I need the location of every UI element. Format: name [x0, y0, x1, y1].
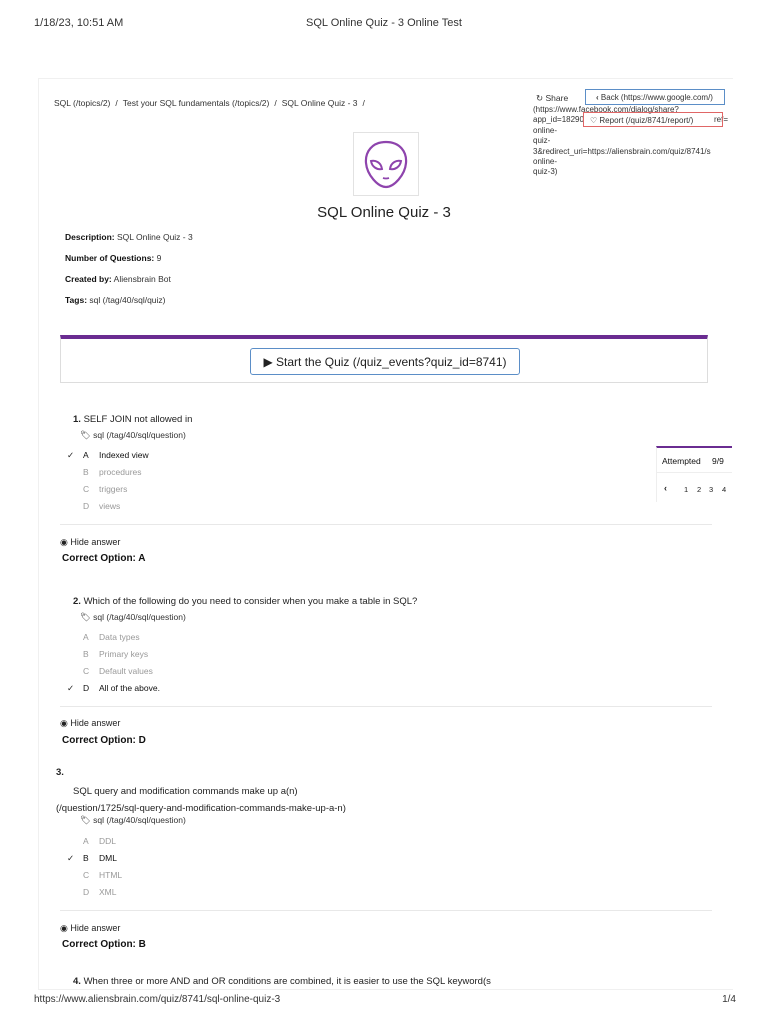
correct-option: Correct Option: A — [62, 553, 146, 564]
option-text: Indexed view — [99, 450, 149, 460]
attempted-value: 9/9 — [712, 456, 724, 466]
share-url-line: quiz- — [533, 136, 551, 146]
share-url-line: quiz-3) — [533, 167, 558, 177]
divider — [60, 524, 712, 525]
question-link[interactable]: (/question/1725/sql-query-and-modification-commands-make-up-a-n) — [56, 803, 346, 814]
hide-answer-toggle[interactable] — [60, 718, 120, 729]
hide-answer-label: Hide answer — [70, 923, 121, 933]
meta-description — [65, 232, 193, 242]
share-icon: ↻ — [536, 93, 544, 103]
share-link[interactable] — [536, 93, 568, 104]
check-icon: ✓ — [67, 853, 75, 863]
question-tag[interactable] — [80, 612, 186, 623]
question-title — [73, 414, 192, 425]
question-tag-label: sql (/tag/40/sql/question) — [93, 430, 186, 440]
option-text: triggers — [99, 484, 128, 494]
question-tag[interactable] — [80, 430, 186, 441]
print-title: SQL Online Quiz - 3 Online Test — [306, 17, 462, 29]
question-number-label: 3. — [56, 767, 64, 778]
option-text: DDL — [99, 836, 117, 846]
report-button-label: Report (/quiz/8741/report/) — [599, 116, 694, 125]
quiz-title: SQL Online Quiz - 3 — [317, 204, 451, 221]
meta-label: Tags: — [65, 295, 88, 305]
divider — [657, 472, 732, 473]
breadcrumb-item-sql[interactable]: SQL (/topics/2) — [54, 98, 111, 108]
option-d[interactable] — [67, 683, 267, 695]
divider — [60, 706, 712, 707]
option-letter: A — [83, 450, 89, 460]
question-text: SELF JOIN not allowed in — [83, 414, 193, 425]
breadcrumb-item-fundamentals[interactable]: Test your SQL fundamentals (/topics/2) — [122, 98, 270, 108]
back-button-label: Back (https://www.google.com/) — [600, 93, 713, 102]
hide-answer-label: Hide answer — [70, 537, 121, 547]
option-b[interactable] — [67, 467, 267, 479]
pager-prev-icon[interactable]: ‹ — [664, 483, 667, 493]
start-quiz-button[interactable] — [250, 348, 520, 375]
option-letter: B — [83, 853, 89, 863]
share-label: Share — [545, 93, 569, 103]
share-url-tail: ref= — [714, 115, 729, 124]
meta-label: Description: — [65, 232, 115, 242]
eye-slash-icon: ◉ — [60, 923, 68, 933]
meta-tag-link[interactable]: sql (/tag/40/sql/quiz) — [89, 295, 166, 305]
pager-page-4[interactable]: 4 — [722, 485, 727, 494]
meta-value: Aliensbrain Bot — [113, 274, 171, 284]
question-tag-label: sql (/tag/40/sql/question) — [93, 815, 186, 825]
meta-label: Created by: — [65, 274, 112, 284]
option-letter: C — [83, 484, 90, 494]
question-tag[interactable] — [80, 815, 186, 826]
meta-value: SQL Online Quiz - 3 — [116, 232, 193, 242]
share-url-line: (https://www.facebook.com/dialog/share? — [533, 105, 679, 114]
quiz-logo — [353, 132, 419, 196]
correct-option: Correct Option: D — [62, 735, 146, 746]
option-text: Default values — [99, 666, 153, 676]
meta-tags — [65, 295, 166, 305]
question-number: 4. — [73, 976, 81, 987]
attempted-panel — [656, 446, 732, 502]
breadcrumb — [54, 98, 370, 108]
hide-answer-toggle[interactable] — [60, 923, 120, 934]
question-title — [73, 976, 491, 987]
pager-page-2[interactable]: 2 — [697, 485, 702, 494]
breadcrumb-separator: / — [362, 98, 365, 108]
option-a[interactable] — [67, 632, 267, 644]
tag-icon: 🏷︎ — [80, 815, 91, 825]
pager-page-1[interactable]: 1 — [684, 485, 689, 494]
option-d[interactable] — [67, 887, 267, 899]
eye-slash-icon: ◉ — [60, 537, 68, 547]
eye-slash-icon: ◉ — [60, 718, 68, 728]
option-text: HTML — [99, 870, 123, 880]
option-c[interactable] — [67, 666, 267, 678]
option-b[interactable] — [67, 853, 267, 865]
hide-answer-toggle[interactable] — [60, 537, 120, 548]
divider — [60, 910, 712, 911]
print-date: 1/18/23, 10:51 AM — [34, 17, 124, 29]
play-icon: ▶ — [263, 355, 273, 369]
option-text: Primary keys — [99, 649, 149, 659]
hide-answer-label: Hide answer — [70, 718, 121, 728]
check-icon: ✓ — [67, 683, 75, 693]
start-quiz-label: Start the Quiz (/quiz_events?quiz_id=8741) — [276, 355, 507, 369]
option-letter: A — [83, 632, 89, 642]
option-text: All of the above. — [99, 683, 160, 693]
question-tag-label: sql (/tag/40/sql/question) — [93, 612, 186, 622]
option-letter: D — [83, 501, 90, 511]
option-letter: B — [83, 467, 89, 477]
meta-label: Number of Questions: — [65, 253, 155, 263]
pager-page-3[interactable]: 3 — [709, 485, 714, 494]
print-url: https://www.aliensbrain.com/quiz/8741/sql-online-quiz-3 — [34, 994, 281, 1005]
heart-icon: ♡ — [590, 116, 598, 125]
option-c[interactable] — [67, 484, 267, 496]
chevron-left-icon: ‹ — [596, 93, 599, 102]
option-a[interactable] — [67, 450, 267, 462]
report-button[interactable] — [583, 112, 723, 127]
alien-icon — [354, 133, 418, 195]
option-text: XML — [99, 887, 117, 897]
meta-created-by — [65, 274, 171, 284]
correct-option: Correct Option: B — [62, 939, 146, 950]
option-a[interactable] — [67, 836, 267, 848]
breadcrumb-item-quiz[interactable]: SQL Online Quiz - 3 — [281, 98, 358, 108]
share-url-line: app_id=18290 — [533, 115, 584, 125]
share-url-line: online- — [533, 157, 558, 167]
print-page-number: 1/4 — [722, 994, 736, 1005]
meta-value: 9 — [156, 253, 162, 263]
question-number: 2. — [73, 596, 81, 607]
option-text: DML — [99, 853, 117, 863]
question-text: Which of the following do you need to consider when you make a table in SQL? — [83, 596, 418, 607]
tag-icon: 🏷︎ — [80, 430, 91, 440]
question-text: When three or more AND and OR conditions are combined, it is easier to use the SQL keyword(s — [83, 976, 491, 987]
option-letter: C — [83, 666, 90, 676]
option-d[interactable] — [67, 501, 267, 513]
option-letter: C — [83, 870, 90, 880]
option-letter: D — [83, 887, 90, 897]
tag-icon: 🏷︎ — [80, 612, 91, 622]
check-icon: ✓ — [67, 450, 75, 460]
option-text: procedures — [99, 467, 142, 477]
share-url-line: 3&redirect_uri=https://aliensbrain.com/quiz/8741/s — [533, 146, 711, 156]
breadcrumb-separator: / — [274, 98, 277, 108]
back-button[interactable] — [585, 89, 725, 105]
option-text: Data types — [99, 632, 140, 642]
attempted-label: Attempted — [662, 456, 701, 466]
option-letter: B — [83, 649, 89, 659]
breadcrumb-separator: / — [115, 98, 118, 108]
question-number: 1. — [73, 414, 81, 425]
option-b[interactable] — [67, 649, 267, 661]
option-c[interactable] — [67, 870, 267, 882]
option-letter: D — [83, 683, 90, 693]
question-title — [73, 596, 417, 607]
option-letter: A — [83, 836, 89, 846]
meta-question-count — [65, 253, 161, 263]
question-number — [56, 767, 64, 778]
option-text: views — [99, 501, 121, 511]
question-text[interactable]: SQL query and modification commands make up a(n) — [73, 786, 298, 797]
share-url-line: online- — [533, 125, 558, 135]
